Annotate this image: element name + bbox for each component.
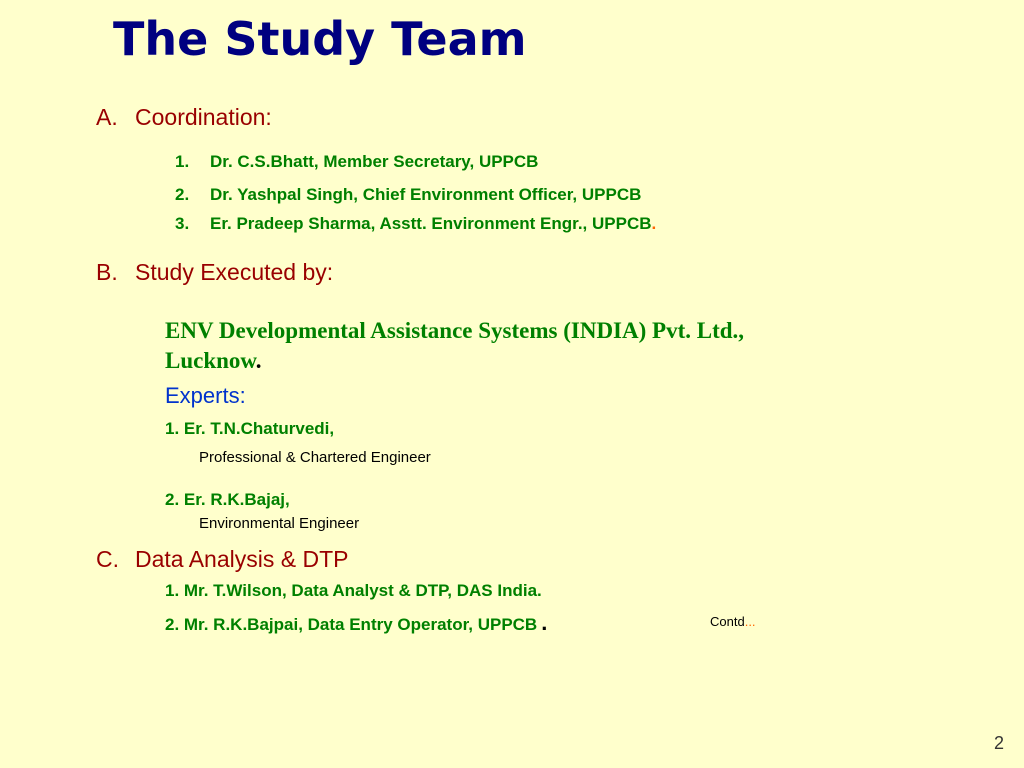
section-c-heading [96,546,348,573]
page-title: The Study Team [113,12,527,66]
item-suffix: . [651,214,657,233]
organization-name [165,316,845,376]
item-suffix: . [541,610,548,635]
item-text: Er. Pradeep Sharma, Asstt. Environment Engr., UPPCB [210,214,652,233]
expert-1-name: 1. Er. T.N.Chaturvedi, [165,419,335,438]
contd-ellipsis: ... [744,614,756,629]
item-text: Dr. C.S.Bhatt, Member Secretary, UPPCB [210,152,539,171]
section-b-title: Study Executed by: [135,259,334,285]
page-number: 2 [993,733,1004,753]
section-a-title: Coordination: [135,104,272,130]
section-a-heading [96,104,272,131]
coordination-item-2 [175,185,641,205]
coordination-item-1 [175,152,538,172]
contd-label [710,614,756,629]
item-text: 2. Mr. R.K.Bajpai, Data Entry Operator, UPPCB [165,615,538,634]
item-number: 2. [175,185,190,204]
organization-text: ENV Developmental Assistance Systems (INDIA) Pvt. Ltd., Lucknow [165,318,745,373]
coordination-item-3 [175,214,656,234]
dtp-item-1: 1. Mr. T.Wilson, Data Analyst & DTP, DAS India. [165,581,542,600]
item-text: Dr. Yashpal Singh, Chief Environment Officer, UPPCB [210,185,642,204]
organization-suffix: . [255,348,262,373]
section-c-title: Data Analysis & DTP [135,546,349,572]
dtp-item-2 [165,610,547,636]
item-number: 3. [175,214,190,233]
contd-text: Contd [710,614,745,629]
expert-1-role: Professional & Chartered Engineer [199,449,431,466]
experts-label: Experts: [165,383,246,408]
expert-2-role: Environmental Engineer [199,515,360,532]
section-b-heading [96,259,333,286]
expert-2-name: 2. Er. R.K.Bajaj, [165,490,290,509]
section-b-marker: B. [96,259,118,285]
section-a-marker: A. [96,104,118,130]
item-number: 1. [175,152,190,171]
section-c-marker: C. [96,546,119,572]
